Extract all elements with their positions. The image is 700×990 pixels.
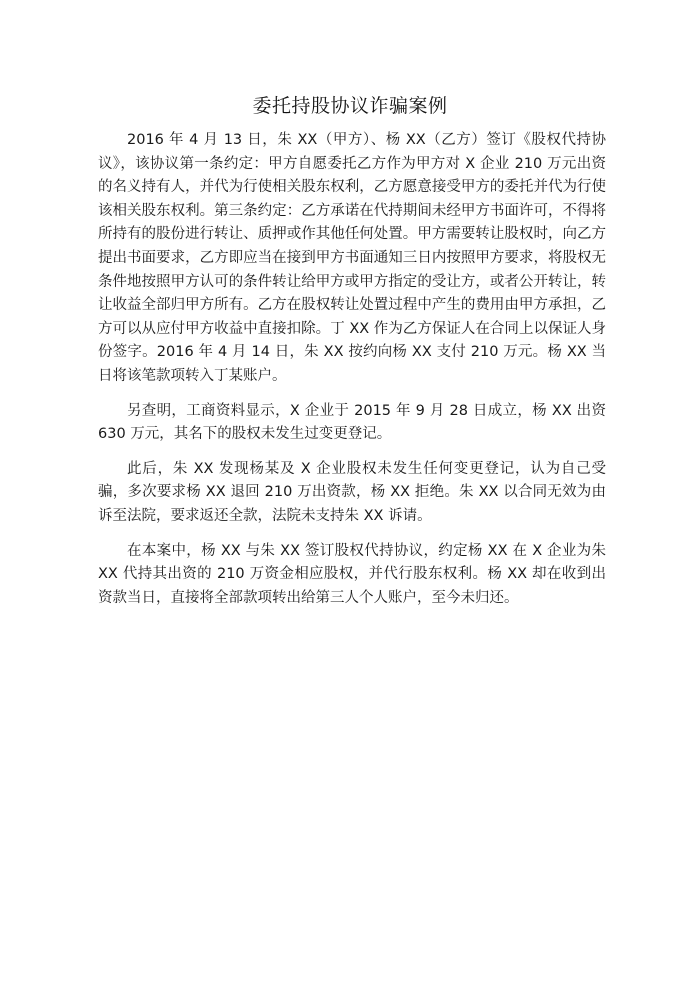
paragraph-conclusion: 在本案中，杨 XX 与朱 XX 签订股权代持协议，约定杨 XX 在 X 企业为朱 XX 代持其出资的 210 万资金相应股权，并代行股东权利。杨 XX 却在收到出资款当日，直接将全部款项转出给第三人个人账户，至今未归还。 [98,542,606,606]
document-title: 委托持股协议诈骗案例 [252,95,448,117]
paragraph-lawsuit: 此后，朱 XX 发现杨某及 X 企业股权未发生任何变更登记，认为自己受骗，多次要求杨 XX 退回 210 万出资款，杨 XX 拒绝。朱 XX 以合同无效为由诉至法院，要求返还全款，法院未支持朱 XX 诉请。 [98,460,606,524]
document-body [98,129,606,621]
paragraph-agreement: 2016 年 4 月 13 日，朱 XX（甲方）、杨 XX（乙方）签订《股权代持协议》，该协议第一条约定：甲方自愿委托乙方作为甲方对 X 企业 210 万元出资的名义持有人，并代为行使相关股东权利，乙方愿意接受甲方的委托并代为行使该相关股东权利。第三条约定：乙方承诺在代持期间未经甲方书面许可，不得将所持有的股份进行转让、质押或作其他任何处置。甲方需要转让股权时，向乙方提出书面要求，乙方即应当在接到甲方书面通知三日内按照甲方要求，将股权无条件地按照甲方认可的条件转让给甲方或甲方指定的受让方，或者公开转让，转让收益全部归甲方所有。乙方在股权转让处置过程中产生的费用由甲方承担，乙方可以从应付甲方收益中直接扣除。丁 XX 作为乙方保证人在合同上以保证人身份签字。2016 年 4 月 14 日，朱 XX 按约向杨 XX 支付 210 万元。杨 XX 当日将该笔款项转入丁某账户。 [98,132,606,384]
paragraph-business-records: 另查明，工商资料显示，X 企业于 2015 年 9 月 28 日成立，杨 XX 出资 630 万元，其名下的股权未发生过变更登记。 [98,402,606,443]
